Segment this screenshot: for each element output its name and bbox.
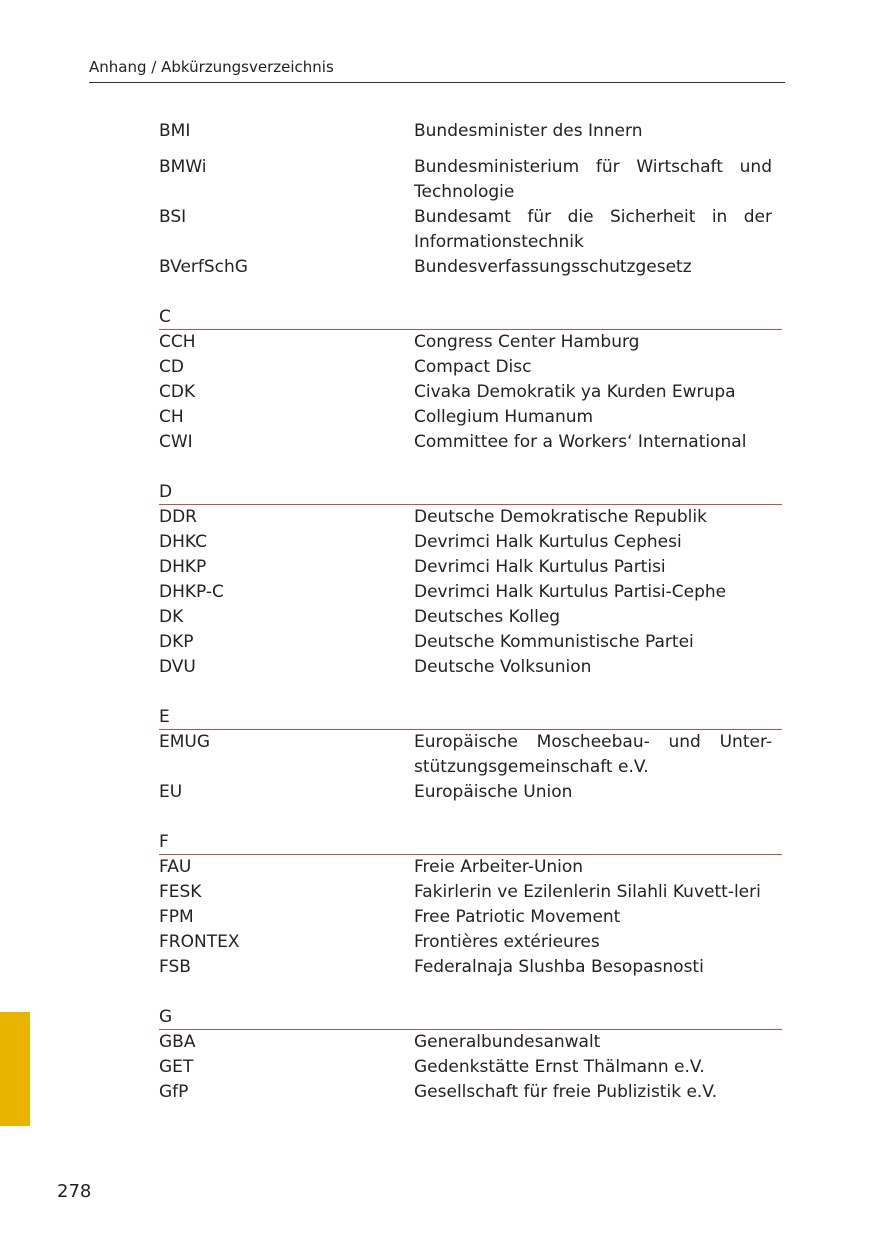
header-rule	[89, 82, 785, 83]
abbreviation-entry	[159, 330, 784, 355]
abbreviation-term: EMUG	[159, 732, 211, 752]
abbreviation-expansion: Freie Arbeiter-Union	[414, 857, 584, 877]
abbreviation-term: DHKP-C	[159, 582, 224, 602]
abbreviation-term: FAU	[159, 857, 192, 877]
abbreviation-expansion: Fakirlerin ve Ezilenlerin Silahli Kuvett-leri	[414, 882, 761, 902]
abbreviation-entry	[159, 730, 784, 780]
section-letter-heading	[159, 305, 782, 330]
letter-sections	[159, 305, 784, 1105]
section-letter: C	[159, 307, 171, 327]
abbreviation-entry	[159, 505, 784, 530]
abbreviation-entry	[159, 255, 784, 280]
abbreviation-term: DDR	[159, 507, 197, 527]
abbreviation-term: DK	[159, 607, 184, 627]
abbreviation-term: FSB	[159, 957, 191, 977]
letter-section	[159, 705, 784, 805]
section-letter-heading	[159, 705, 782, 730]
abbreviation-expansion: Frontières extérieures	[414, 932, 600, 952]
abbreviation-expansion: Devrimci Halk Kurtulus Partisi	[414, 557, 666, 577]
abbreviation-expansion: Europäische Union	[414, 782, 573, 802]
abbreviation-entry	[159, 905, 784, 930]
abbreviation-term: BVerfSchG	[159, 257, 248, 277]
abbreviation-expansion: Compact Disc	[414, 357, 532, 377]
abbreviation-expansion: Deutsche Demokratische Republik	[414, 507, 707, 527]
abbreviation-expansion: Gesellschaft für freie Publizistik e.V.	[414, 1082, 718, 1102]
abbreviation-entry	[159, 530, 784, 555]
abbreviation-entry	[159, 605, 784, 630]
section-letter-heading	[159, 830, 782, 855]
abbreviation-expansion: Free Patriotic Movement	[414, 907, 621, 927]
abbreviation-term: DKP	[159, 632, 194, 652]
abbreviation-term: CDK	[159, 382, 196, 402]
abbreviation-term: EU	[159, 782, 183, 802]
abbreviation-expansion: Bundesamt für die Sicherheit in der Informationstechnik	[414, 207, 772, 252]
abbreviation-term: CH	[159, 407, 184, 427]
letter-section	[159, 305, 784, 455]
section-letter: G	[159, 1007, 173, 1027]
abbreviation-expansion: Collegium Humanum	[414, 407, 594, 427]
letter-section	[159, 1005, 784, 1105]
section-letter-heading	[159, 1005, 782, 1030]
abbreviation-expansion: Bundesminister des Innern	[414, 121, 643, 141]
abbreviation-term: CWI	[159, 432, 193, 452]
abbreviation-term: GfP	[159, 1082, 189, 1102]
abbreviation-expansion: Committee for a Workers‘ International	[414, 432, 747, 452]
abbreviation-term: CCH	[159, 332, 196, 352]
thumb-index-tab	[0, 1012, 30, 1126]
lead-entries	[159, 119, 784, 280]
abbreviation-entry	[159, 780, 784, 805]
abbreviation-expansion: Federalnaja Slushba Besopasnosti	[414, 957, 704, 977]
abbreviation-expansion: Deutsche Volksunion	[414, 657, 592, 677]
abbreviation-entry	[159, 155, 784, 205]
abbreviation-expansion: Gedenkstätte Ernst Thälmann e.V.	[414, 1057, 705, 1077]
abbreviation-entry	[159, 555, 784, 580]
abbreviation-term: FESK	[159, 882, 202, 902]
letter-section	[159, 480, 784, 680]
abbreviation-expansion: Congress Center Hamburg	[414, 332, 640, 352]
abbreviation-term: GET	[159, 1057, 194, 1077]
abbreviation-term: DHKP	[159, 557, 207, 577]
section-letter: F	[159, 832, 169, 852]
abbreviation-entry	[159, 930, 784, 955]
abbreviation-entry	[159, 855, 784, 880]
abbreviation-entry	[159, 1030, 784, 1055]
abbreviation-entry	[159, 405, 784, 430]
abbreviation-entry	[159, 430, 784, 455]
abbreviation-entry	[159, 1055, 784, 1080]
abbreviation-term: CD	[159, 357, 184, 377]
abbreviation-term: BMWi	[159, 157, 207, 177]
abbreviation-expansion: Bundesministerium für Wirtschaft und Technologie	[414, 157, 772, 202]
abbreviation-term: DVU	[159, 657, 196, 677]
abbreviation-expansion: Devrimci Halk Kurtulus Cephesi	[414, 532, 682, 552]
letter-section	[159, 830, 784, 980]
abbreviation-list	[159, 119, 784, 1105]
section-letter-heading	[159, 480, 782, 505]
abbreviation-entry	[159, 580, 784, 605]
abbreviation-expansion: Deutsche Kommunistische Partei	[414, 632, 694, 652]
abbreviation-term: DHKC	[159, 532, 207, 552]
abbreviation-entry	[159, 205, 784, 255]
abbreviation-expansion: Civaka Demokratik ya Kurden Ewrupa	[414, 382, 736, 402]
abbreviation-expansion: Deutsches Kolleg	[414, 607, 561, 627]
abbreviation-entry	[159, 655, 784, 680]
abbreviation-term: BSI	[159, 207, 187, 227]
abbreviation-entry	[159, 1080, 784, 1105]
abbreviation-entry	[159, 880, 784, 905]
abbreviation-term: FRONTEX	[159, 932, 240, 952]
running-header: Anhang / Abkürzungsverzeichnis	[89, 58, 334, 76]
abbreviation-expansion: Devrimci Halk Kurtulus Partisi-Cephe	[414, 582, 727, 602]
abbreviation-expansion: Europäische Moscheebau- und Unter-stützungsgemeinschaft e.V.	[414, 732, 772, 777]
page-number: 278	[57, 1181, 92, 1202]
abbreviation-entry	[159, 630, 784, 655]
abbreviation-entry	[159, 955, 784, 980]
abbreviation-expansion: Bundesverfassungsschutzgesetz	[414, 257, 692, 277]
abbreviation-entry	[159, 355, 784, 380]
abbreviation-term: GBA	[159, 1032, 196, 1052]
section-letter: E	[159, 707, 170, 727]
abbreviation-term: BMI	[159, 121, 191, 141]
abbreviation-entry	[159, 119, 784, 144]
abbreviation-expansion: Generalbundesanwalt	[414, 1032, 601, 1052]
abbreviation-entry	[159, 380, 784, 405]
abbreviation-term: FPM	[159, 907, 194, 927]
section-letter: D	[159, 482, 173, 502]
